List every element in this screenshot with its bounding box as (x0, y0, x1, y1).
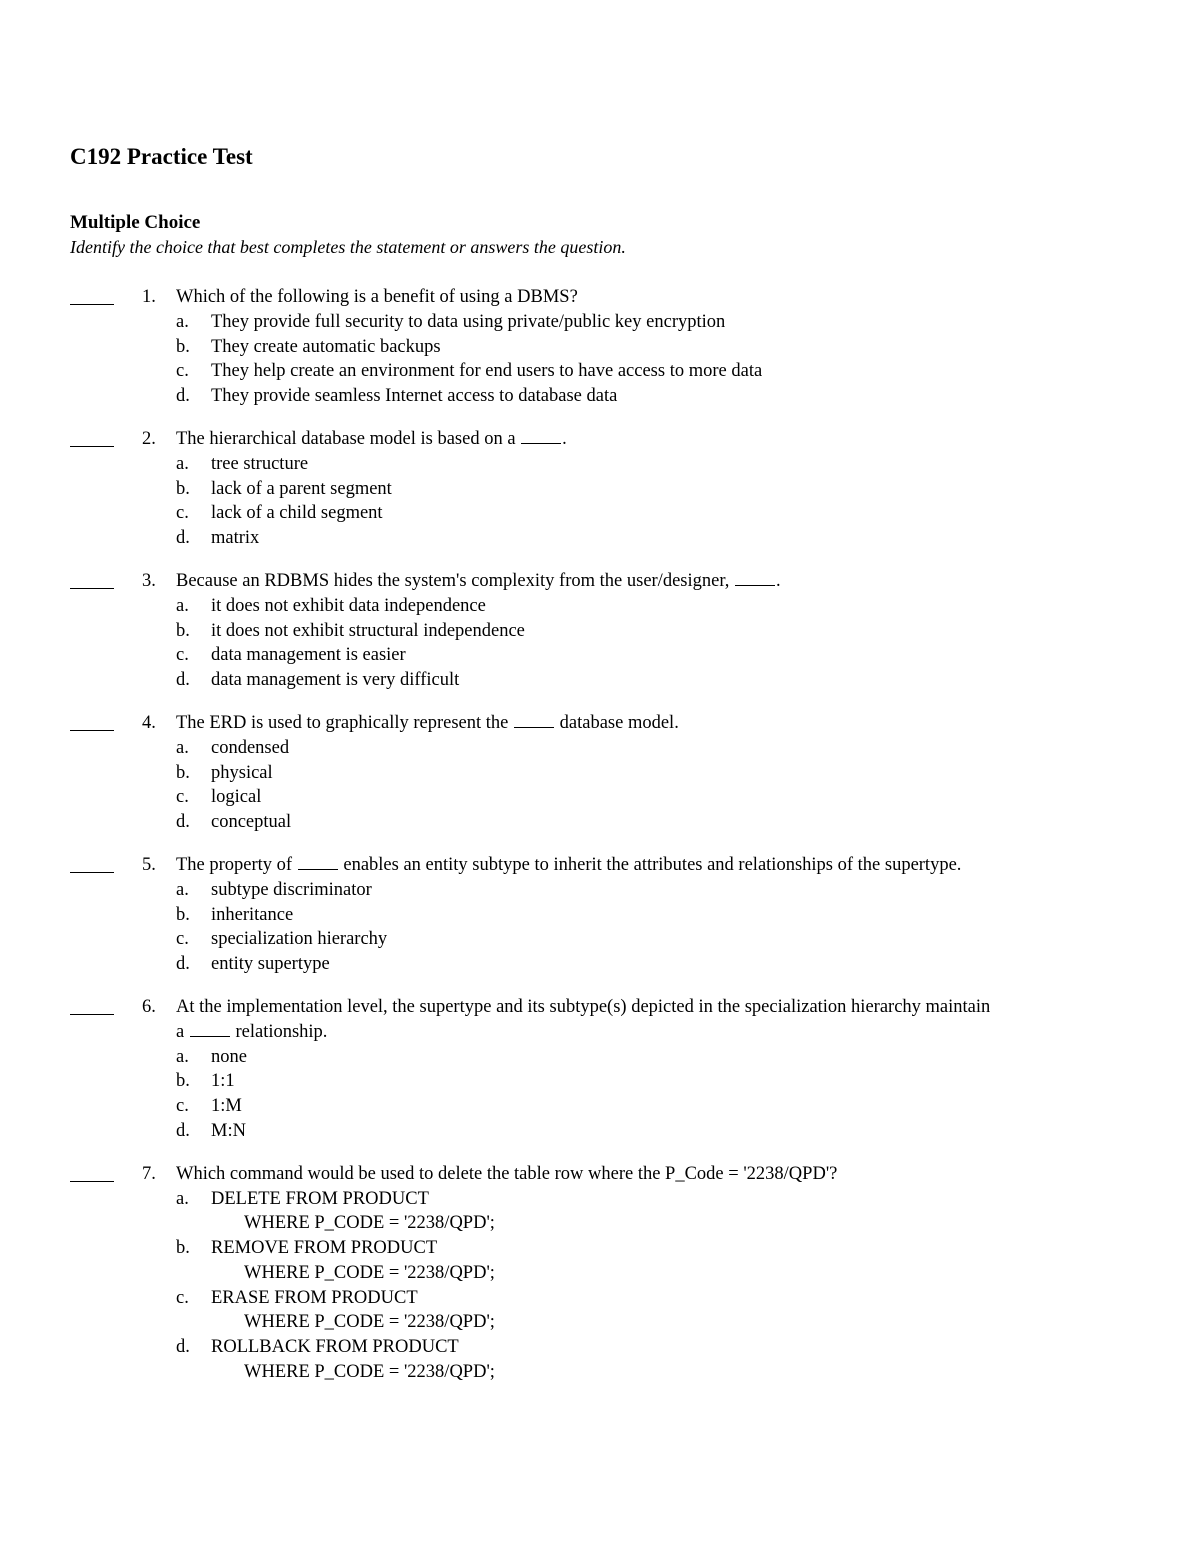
choice-a[interactable] (176, 594, 1150, 619)
choice-b[interactable] (176, 335, 1150, 360)
question-4 (70, 711, 1150, 835)
choice-text: lack of a parent segment (211, 478, 392, 499)
choice-letter: c. (176, 503, 189, 524)
stem-text: . (562, 428, 567, 449)
choice-letter: c. (176, 1287, 189, 1308)
stem-text: Which command would be used to delete the table row where the P_Code = '2238/QPD'? (176, 1163, 838, 1184)
choice-text: condensed (211, 737, 290, 758)
choice-letter: d. (176, 1120, 190, 1141)
choice-c[interactable] (176, 501, 1150, 526)
fill-in-blank (190, 1020, 230, 1037)
choice-b[interactable] (176, 1236, 1150, 1286)
choice-letter: b. (176, 1238, 190, 1259)
choice-letter: a. (176, 1046, 189, 1067)
choice-d[interactable] (176, 952, 1150, 977)
answer-blank-5[interactable] (70, 853, 114, 878)
choice-c[interactable] (176, 1286, 1150, 1336)
choice-text: tree structure (211, 453, 309, 474)
choice-text: ROLLBACK FROM PRODUCT (211, 1337, 459, 1358)
choice-c[interactable] (176, 643, 1150, 668)
choice-a[interactable] (176, 736, 1150, 761)
choice-b[interactable] (176, 619, 1150, 644)
choice-letter: c. (176, 361, 189, 382)
choice-letter: c. (176, 929, 189, 950)
question-2 (70, 427, 1150, 551)
choice-letter: a. (176, 311, 189, 332)
choice-letter: b. (176, 904, 190, 925)
choice-text: 1:M (211, 1096, 242, 1117)
choice-letter: a. (176, 453, 189, 474)
choice-text-continuation: WHERE P_CODE = '2238/QPD'; (244, 1262, 495, 1283)
question-number: 6. (142, 996, 156, 1017)
choice-text: specialization hierarchy (211, 929, 388, 950)
choice-a[interactable] (176, 878, 1150, 903)
choice-a[interactable] (176, 1045, 1150, 1070)
choice-text: logical (211, 787, 262, 808)
choice-text: conceptual (211, 812, 292, 833)
question-body (176, 427, 1150, 551)
choice-letter: b. (176, 478, 190, 499)
choice-text: They provide seamless Internet access to database data (211, 386, 618, 407)
question-body (176, 569, 1150, 693)
question-body (176, 285, 1150, 409)
section-heading: Multiple Choice (70, 212, 201, 233)
choice-text: They create automatic backups (211, 336, 441, 357)
stem-text: At the implementation level, the supertype and its subtype(s) depicted in the specialization hierarchy maintain (176, 996, 991, 1017)
choice-text: entity supertype (211, 954, 330, 975)
answer-blank-1[interactable] (70, 285, 114, 310)
answer-blank-6[interactable] (70, 995, 114, 1020)
question-body (176, 711, 1150, 835)
stem-text: relationship. (230, 1021, 328, 1042)
choice-c[interactable] (176, 1094, 1150, 1119)
choice-text: DELETE FROM PRODUCT (211, 1188, 429, 1209)
fill-in-blank (298, 853, 338, 870)
choice-a[interactable] (176, 452, 1150, 477)
question-6 (70, 995, 1150, 1144)
choice-b[interactable] (176, 1069, 1150, 1094)
stem-text: . (776, 570, 781, 591)
stem-text: The property of (176, 854, 297, 875)
choice-text: it does not exhibit data independence (211, 595, 486, 616)
choice-d[interactable] (176, 526, 1150, 551)
question-list (70, 285, 1150, 1385)
choice-d[interactable] (176, 810, 1150, 835)
choice-text: lack of a child segment (211, 503, 383, 524)
choice-letter: b. (176, 620, 190, 641)
choice-text: They help create an environment for end users to have access to more data (211, 361, 763, 382)
question-stem (176, 853, 1150, 878)
answer-blank-2[interactable] (70, 427, 114, 452)
stem-text: Which of the following is a benefit of using a DBMS? (176, 287, 578, 307)
choice-letter: b. (176, 336, 190, 357)
choice-letter: b. (176, 1071, 190, 1092)
question-number: 1. (142, 287, 156, 307)
choice-letter: d. (176, 386, 190, 407)
question-3 (70, 569, 1150, 693)
choice-text: physical (211, 762, 273, 783)
choice-d[interactable] (176, 1335, 1150, 1385)
choice-text: inheritance (211, 904, 294, 925)
question-body (176, 1162, 1150, 1385)
answer-blank-4[interactable] (70, 711, 114, 736)
choice-letter: c. (176, 787, 189, 808)
choice-b[interactable] (176, 761, 1150, 786)
choice-text: They provide full security to data using private/public key encryption (211, 311, 726, 332)
question-body (176, 995, 1150, 1144)
choice-a[interactable] (176, 1187, 1150, 1237)
choice-letter: c. (176, 1096, 189, 1117)
choice-text: data management is very difficult (211, 670, 460, 691)
choice-letter: d. (176, 670, 190, 691)
choice-d[interactable] (176, 384, 1150, 409)
question-stem (176, 711, 1150, 736)
test-page (70, 142, 1150, 1403)
choice-a[interactable] (176, 310, 1150, 335)
question-7 (70, 1162, 1150, 1385)
question-5 (70, 853, 1150, 977)
choice-text-continuation: WHERE P_CODE = '2238/QPD'; (244, 1362, 495, 1383)
choice-text-continuation: WHERE P_CODE = '2238/QPD'; (244, 1312, 495, 1333)
instructions-text: Identify the choice that best completes the statement or answers the question. (70, 237, 626, 257)
question-stem (176, 1162, 1150, 1187)
choice-letter: d. (176, 528, 190, 549)
choice-text: REMOVE FROM PRODUCT (211, 1238, 438, 1259)
choice-c[interactable] (176, 359, 1150, 384)
choice-text: subtype discriminator (211, 879, 372, 900)
question-stem (176, 427, 1150, 452)
fill-in-blank (735, 569, 775, 586)
choice-letter: d. (176, 1337, 190, 1358)
choice-letter: a. (176, 737, 189, 758)
choice-c[interactable] (176, 785, 1150, 810)
question-body (176, 853, 1150, 977)
choice-text: data management is easier (211, 645, 406, 666)
question-stem (176, 285, 1150, 310)
fill-in-blank (521, 427, 561, 444)
question-number: 2. (142, 428, 156, 449)
stem-text: Because an RDBMS hides the system's complexity from the user/designer, (176, 570, 735, 591)
choice-text-continuation: WHERE P_CODE = '2238/QPD'; (244, 1213, 495, 1234)
choice-text: 1:1 (211, 1071, 235, 1092)
choice-text: ERASE FROM PRODUCT (211, 1287, 418, 1308)
question-stem (176, 995, 1150, 1045)
question-1 (70, 285, 1150, 409)
answer-blank-7[interactable] (70, 1162, 114, 1187)
stem-text: a (176, 1021, 189, 1042)
stem-text: The ERD is used to graphically represent the (176, 712, 514, 733)
choice-c[interactable] (176, 927, 1150, 952)
fill-in-blank (514, 711, 554, 728)
question-stem (176, 569, 1150, 594)
choice-letter: d. (176, 954, 190, 975)
choice-text: none (211, 1046, 247, 1067)
question-number: 7. (142, 1163, 156, 1184)
choice-d[interactable] (176, 668, 1150, 693)
choice-letter: a. (176, 595, 189, 616)
choice-b[interactable] (176, 903, 1150, 928)
choice-text: matrix (211, 528, 260, 549)
choice-b[interactable] (176, 477, 1150, 502)
choice-letter: c. (176, 645, 189, 666)
stem-text: The hierarchical database model is based on a (176, 428, 521, 449)
choice-letter: d. (176, 812, 190, 833)
choice-letter: a. (176, 1188, 189, 1209)
answer-blank-3[interactable] (70, 569, 114, 594)
choice-text: M:N (211, 1120, 246, 1141)
stem-text: enables an entity subtype to inherit the attributes and relationships of the supertype. (338, 854, 962, 875)
choice-d[interactable] (176, 1119, 1150, 1144)
choice-letter: b. (176, 762, 190, 783)
choice-text: it does not exhibit structural independence (211, 620, 525, 641)
page-title: C192 Practice Test (70, 144, 253, 169)
question-number: 3. (142, 570, 156, 591)
stem-text: database model. (555, 712, 679, 733)
choice-letter: a. (176, 879, 189, 900)
question-number: 4. (142, 712, 156, 733)
question-number: 5. (142, 854, 156, 875)
